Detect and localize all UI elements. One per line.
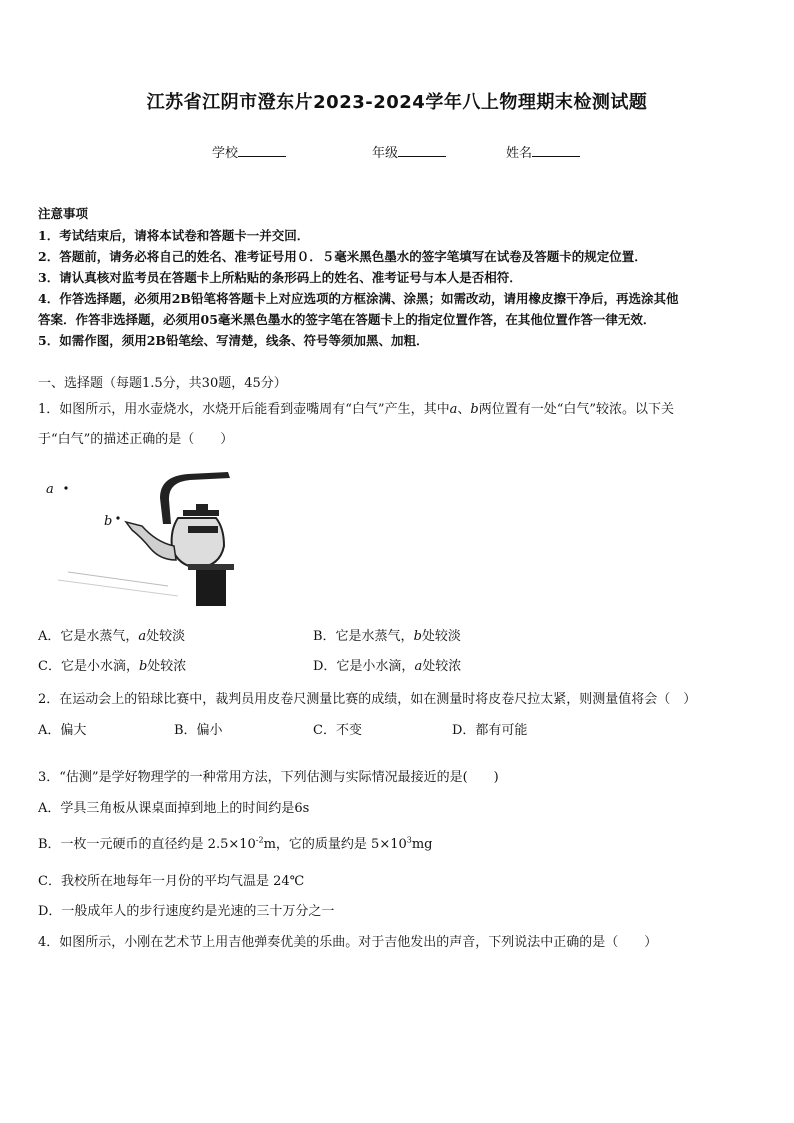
page-title: 江苏省江阴市澄东片2023-2024学年八上物理期末检测试题: [146, 92, 648, 113]
figure-label-a: a: [46, 482, 54, 497]
option-text: A．它是水蒸气，: [38, 629, 139, 644]
option-text: m，它的质量约是 5×10: [263, 837, 407, 852]
option-var: a: [414, 659, 423, 674]
q2-option-c: C．不变: [313, 723, 362, 738]
option-text: mg: [411, 837, 433, 852]
q4-stem: 4．如图所示，小刚在艺术节上用吉他弹奏优美的乐曲。对于吉他发出的声音，下列说法中正确的是（ ）: [38, 935, 658, 950]
q2-option-d: D．都有可能: [452, 723, 528, 738]
notice-item: 5．如需作图，须用2B铅笔绘、写清楚，线条、符号等须加黑、加粗．: [38, 333, 429, 348]
option-var: b: [413, 629, 422, 644]
school-field: [212, 142, 286, 161]
q1-stem-line1: [38, 398, 674, 417]
q1-text-end: 两位置有一处“白气”较浓。以下关: [478, 402, 674, 417]
name-blank: [532, 144, 580, 157]
option-text: D．它是小水滴，: [313, 659, 415, 674]
grade-label: 年级: [372, 146, 399, 161]
option-var: b: [138, 659, 148, 674]
notice-item: 4．作答选择题，必须用2B铅笔将答题卡上对应选项的方框涂满、涂黑；如需改动，请用橡皮擦干净后，再选涂其他: [38, 291, 679, 306]
kettle-figure: [38, 468, 238, 608]
kettle-drawing: [38, 468, 238, 608]
option-text: 处较浓: [147, 659, 187, 674]
exponent: 3: [406, 835, 412, 845]
section-heading: 一、选择题（每题1.5分，共30题，45分）: [38, 376, 287, 391]
q1-var-a: a: [449, 402, 458, 417]
q3-option-b: [38, 833, 433, 852]
figure-label-b: b: [104, 514, 113, 529]
q1-var-b: b: [470, 402, 479, 417]
q1-option-c: [38, 655, 186, 674]
option-text: 处较淡: [146, 629, 186, 644]
notice-item: 2．答题前，请务必将自己的姓名、准考证号用０．５毫米黑色墨水的签字笔填写在试卷及答题卡的规定位置．: [38, 249, 647, 264]
school-label: 学校: [212, 146, 239, 161]
grade-blank: [398, 144, 446, 157]
option-text: 处较浓: [422, 659, 462, 674]
q1-option-a: [38, 625, 185, 644]
notice-item: 答案．作答非选择题，必须用05毫米黑色墨水的签字笔在答题卡上的指定位置作答，在其他位置作答一律无效．: [38, 312, 656, 327]
q1-text: 1．如图所示，用水壶烧水，水烧开后能看到壶嘴周有“白气”产生，其中: [38, 402, 450, 417]
q2-stem: 2．在运动会上的铅球比赛中，裁判员用皮卷尺测量比赛的成绩，如在测量时将皮卷尺拉太紧，则测量值将会（ ）: [38, 692, 697, 707]
q3-option-d: D．一般成年人的步行速度约是光速的三十万分之一: [38, 904, 335, 919]
option-text: 处较淡: [421, 629, 461, 644]
notice-title: 注意事项: [38, 206, 89, 221]
q1-sep: 、: [457, 402, 471, 417]
name-label: 姓名: [506, 146, 533, 161]
q2-option-b: B．偏小: [174, 723, 223, 738]
option-text: B．它是水蒸气，: [313, 629, 414, 644]
q1-stem-line2: 于“白气”的描述正确的是（ ）: [38, 432, 234, 447]
q3-option-c: C．我校所在地每年一月份的平均气温是 24℃: [38, 874, 305, 889]
q3-stem: 3．“估测”是学好物理学的一种常用方法，下列估测与实际情况最接近的是( ): [38, 770, 499, 785]
q3-option-a: A．学具三角板从课桌面掉到地上的时间约是6s: [38, 801, 310, 816]
option-text: B．一枚一元硬币的直径约是 2.5×10: [38, 837, 256, 852]
option-var: a: [138, 629, 147, 644]
q2-option-a: A．偏大: [38, 723, 87, 738]
school-blank: [238, 144, 286, 157]
q1-option-b: [313, 625, 461, 644]
notice-item: 1．考试结束后，请将本试卷和答题卡一并交回．: [38, 228, 310, 243]
grade-field: [372, 142, 446, 161]
q1-option-d: [313, 655, 461, 674]
name-field: [506, 142, 580, 161]
option-text: C．它是小水滴，: [38, 659, 139, 674]
notice-item: 3．请认真核对监考员在答题卡上所粘贴的条形码上的姓名、准考证号与本人是否相符．: [38, 270, 522, 285]
exponent: -2: [255, 835, 264, 845]
